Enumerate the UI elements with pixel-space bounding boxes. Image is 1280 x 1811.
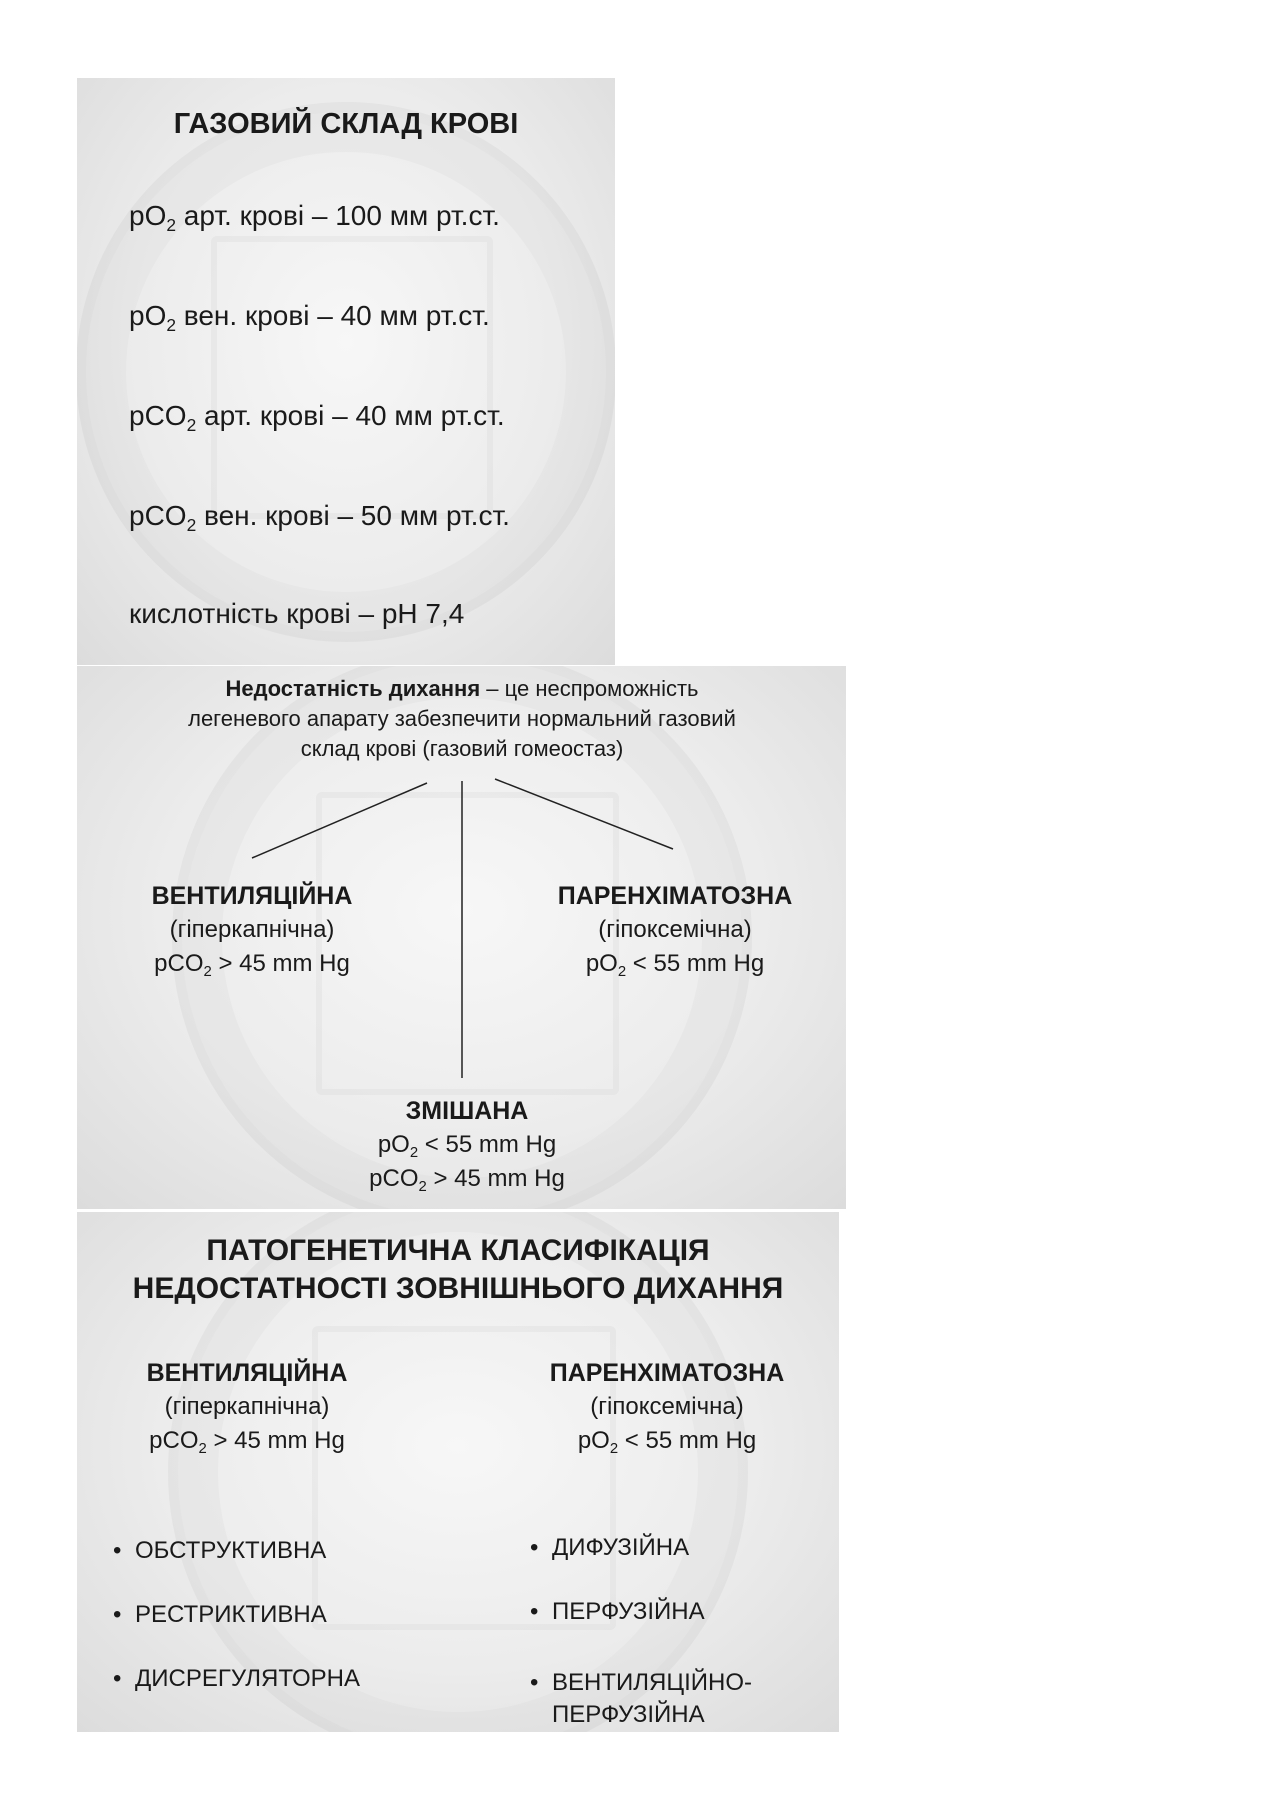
ventilatory-subtitle: (гіперкапнічна) <box>169 916 335 943</box>
mixed-type <box>317 1094 617 1196</box>
parenchymal-subtitle: (гіпоксемічна) <box>598 916 752 943</box>
university-seal-watermark <box>77 102 615 642</box>
gas-line-pco2-arterial: pCO$_2$ арт. крові – 40 мм рт.ст. <box>129 400 505 436</box>
list-item: • ПЕРФУЗІЙНА <box>530 1598 705 1625</box>
list-item: • ОБСТРУКТИВНА <box>113 1537 327 1564</box>
mixed-criterion-pco2: pCO$_2$ > 45 mm Hg <box>369 1165 565 1196</box>
mixed-heading: ЗМІШАНА <box>405 1097 529 1125</box>
parenchymal-criterion: $pO_2 < 55$ mm Hg <box>577 1427 757 1458</box>
parenchymal-heading: ПАРЕНХІМАТОЗНА <box>557 882 793 910</box>
slide-blood-gas-composition <box>77 78 615 665</box>
ventilatory-type <box>102 879 402 981</box>
list-item: • РЕСТРИКТИВНА <box>113 1601 327 1628</box>
gas-line-pco2-venous: pCO$_2$ вен. крові – 50 мм рт.ст. <box>129 500 510 536</box>
parenchymal-type <box>512 1356 822 1458</box>
parenchymal-type <box>520 879 830 981</box>
branch-line-right <box>495 779 673 849</box>
ventilatory-heading: ВЕНТИЛЯЦІЙНА <box>146 1359 348 1387</box>
parenchymal-subtitle: (гіпоксемічна) <box>590 1393 744 1420</box>
ventilatory-criterion: pCO$_2$ > 45 mm Hg <box>149 1427 345 1458</box>
parenchymal-heading: ПАРЕНХІМАТОЗНА <box>549 1359 785 1387</box>
slide-pathogenetic-classification <box>77 1212 839 1732</box>
definition-text: Недостатність дихання – це неспроможність легеневого апарату забезпечити нормальний газовий склад крові (газовий гомеостаз) <box>188 676 736 761</box>
ventilatory-criterion: pCO$_2$ > 45 mm Hg <box>154 950 350 981</box>
ventilatory-subtitle: (гіперкапнічна) <box>164 1393 330 1420</box>
slide-title: ПАТОГЕНЕТИЧНА КЛАСИФІКАЦІЯ НЕДОСТАТНОСТІ ЗОВНІШНЬОГО ДИХАННЯ <box>132 1234 784 1305</box>
ventilatory-type <box>102 1356 392 1458</box>
branch-line-left <box>252 783 427 858</box>
gas-line-po2-venous: $pO_2$ вен. крові – 40 мм рт.ст. <box>129 300 490 336</box>
gas-line-po2-arterial: $pO_2$ арт. крові – 100 мм рт.ст. <box>129 200 500 236</box>
parenchymal-criterion: $pO_2 < 55$ mm Hg <box>585 950 765 981</box>
list-item: • ДИСРЕГУЛЯТОРНА <box>113 1665 360 1692</box>
slide-title: ГАЗОВИЙ СКЛАД КРОВІ <box>173 108 519 140</box>
gas-line-ph: кислотність крові – pH 7,4 <box>129 598 465 629</box>
ventilatory-heading: ВЕНТИЛЯЦІЙНА <box>151 882 353 910</box>
slide-respiratory-failure-types <box>77 666 846 1209</box>
list-item: • ВЕНТИЛЯЦІЙНО- ПЕРФУЗІЙНА <box>530 1669 753 1728</box>
list-item: • ДИФУЗІЙНА <box>530 1534 690 1561</box>
mixed-criterion-po2: $pO_2 < 55$ mm Hg <box>377 1131 557 1162</box>
